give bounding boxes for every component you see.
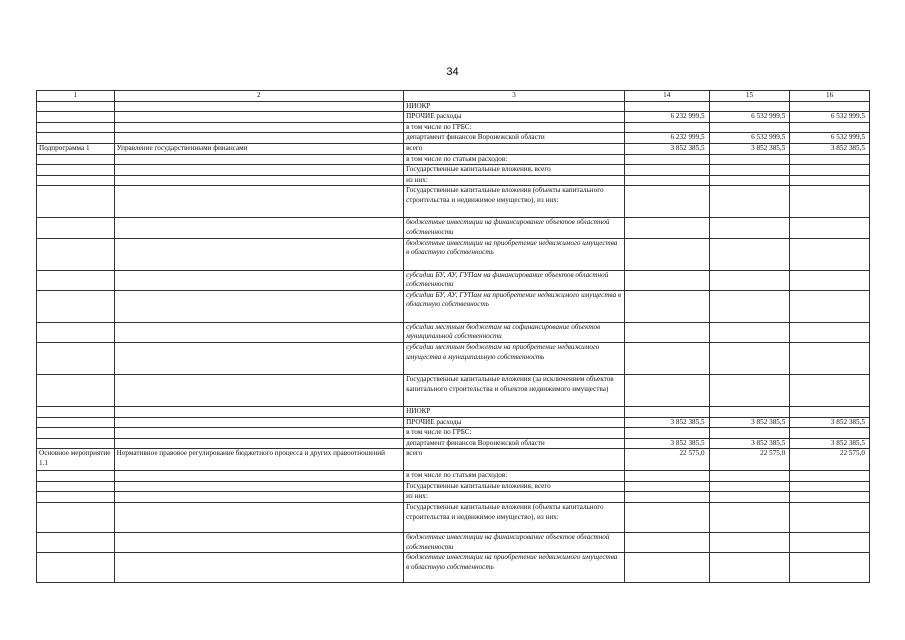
- expense-type-cell: НИОКР: [404, 101, 625, 112]
- table-row: [37, 492, 870, 503]
- value-col-15-cell: [709, 218, 790, 238]
- value-col-15-cell: [709, 503, 790, 533]
- expense-type-cell: ПРОЧИЕ расходы: [404, 417, 625, 428]
- value-col-15-cell: [709, 290, 790, 322]
- expense-type-cell: в том числе по ГРБС:: [404, 122, 625, 133]
- program-level-cell: [37, 481, 115, 492]
- program-level-cell: [37, 186, 115, 218]
- expense-type-cell: всего: [404, 143, 625, 154]
- expense-type-cell: НИОКР: [404, 406, 625, 417]
- value-col-15-cell: [709, 154, 790, 165]
- table-row: [37, 342, 870, 374]
- program-name-cell: [114, 133, 403, 144]
- expense-type-cell: департамент финансов Воронежской области: [404, 133, 625, 144]
- value-col-16-cell: [790, 165, 870, 176]
- table-row: [37, 322, 870, 342]
- value-col-16-cell: 3 852 385,5: [790, 143, 870, 154]
- program-name-cell: [114, 186, 403, 218]
- value-col-14-cell: [624, 481, 709, 492]
- value-col-15-cell: 3 852 385,5: [709, 143, 790, 154]
- program-name-cell: [114, 165, 403, 176]
- value-col-16-cell: [790, 342, 870, 374]
- value-col-16-cell: 6 532 999,5: [790, 112, 870, 123]
- value-col-15-cell: 3 852 385,5: [709, 438, 790, 449]
- value-col-15-cell: [709, 481, 790, 492]
- table-row: [37, 438, 870, 449]
- value-col-15-cell: [709, 238, 790, 270]
- value-col-16-cell: [790, 553, 870, 583]
- value-col-14-cell: [624, 175, 709, 186]
- value-col-16-cell: 22 575,0: [790, 449, 870, 471]
- program-level-cell: [37, 533, 115, 553]
- value-col-14-cell: [624, 122, 709, 133]
- program-name-cell: [114, 270, 403, 290]
- program-name-cell: [114, 492, 403, 503]
- value-col-15-cell: [709, 186, 790, 218]
- value-col-15-cell: [709, 165, 790, 176]
- value-col-16-cell: [790, 238, 870, 270]
- value-col-14-cell: [624, 186, 709, 218]
- value-col-16-cell: 3 852 385,5: [790, 438, 870, 449]
- program-level-cell: [37, 175, 115, 186]
- table-header-row: [37, 91, 870, 102]
- expense-type-cell: в том числе по ГРБС:: [404, 428, 625, 439]
- value-col-14-cell: [624, 503, 709, 533]
- program-level-cell: Подпрограмма 1: [37, 143, 115, 154]
- program-level-cell: [37, 342, 115, 374]
- program-name-cell: [114, 342, 403, 374]
- expense-type-cell: в том числе по статьям расходов:: [404, 471, 625, 482]
- header-cell-16: 16: [790, 91, 870, 102]
- expense-type-cell: Государственные капитальные вложения (объекты капитального строительства и недвижимое имущество), из них:: [404, 503, 625, 533]
- value-col-15-cell: [709, 533, 790, 553]
- value-col-15-cell: 22 575,0: [709, 449, 790, 471]
- table-row: [37, 503, 870, 533]
- value-col-14-cell: [624, 322, 709, 342]
- value-col-14-cell: [624, 290, 709, 322]
- value-col-14-cell: [624, 428, 709, 439]
- program-name-cell: [114, 154, 403, 165]
- program-level-cell: [37, 503, 115, 533]
- expense-type-cell: ПРОЧИЕ расходы: [404, 112, 625, 123]
- expense-type-cell: субсидии местным бюджетам на приобретение недвижимого имущества в муниципальную собственность: [404, 342, 625, 374]
- value-col-16-cell: [790, 186, 870, 218]
- table-row: [37, 290, 870, 322]
- value-col-15-cell: 6 532 999,5: [709, 133, 790, 144]
- page-number: 34: [446, 66, 459, 78]
- expense-type-cell: Государственные капитальные вложения, всего: [404, 165, 625, 176]
- value-col-14-cell: 3 852 385,5: [624, 143, 709, 154]
- table-row: [37, 154, 870, 165]
- value-col-14-cell: [624, 270, 709, 290]
- program-name-cell: [114, 481, 403, 492]
- table-row: [37, 406, 870, 417]
- value-col-15-cell: [709, 471, 790, 482]
- value-col-15-cell: [709, 322, 790, 342]
- value-col-16-cell: [790, 322, 870, 342]
- value-col-14-cell: [624, 374, 709, 406]
- value-col-14-cell: [624, 238, 709, 270]
- value-col-15-cell: [709, 270, 790, 290]
- value-col-16-cell: [790, 481, 870, 492]
- value-col-14-cell: 6 232 999,5: [624, 112, 709, 123]
- value-col-15-cell: [709, 428, 790, 439]
- table-row: [37, 218, 870, 238]
- value-col-16-cell: [790, 218, 870, 238]
- value-col-14-cell: [624, 492, 709, 503]
- program-level-cell: [37, 553, 115, 583]
- program-level-cell: [37, 133, 115, 144]
- value-col-14-cell: 3 852 385,5: [624, 417, 709, 428]
- value-col-16-cell: [790, 374, 870, 406]
- value-col-15-cell: [709, 374, 790, 406]
- program-level-cell: [37, 438, 115, 449]
- table-row: [37, 112, 870, 123]
- program-name-cell: [114, 428, 403, 439]
- value-col-16-cell: [790, 533, 870, 553]
- value-col-16-cell: [790, 471, 870, 482]
- value-col-15-cell: [709, 553, 790, 583]
- program-name-cell: [114, 112, 403, 123]
- program-level-cell: [37, 322, 115, 342]
- table-row: [37, 481, 870, 492]
- program-level-cell: [37, 112, 115, 123]
- table-row: [37, 165, 870, 176]
- program-level-cell: [37, 428, 115, 439]
- value-col-16-cell: [790, 270, 870, 290]
- expense-type-cell: бюджетные инвестиции на финансирование объектов областной собственности: [404, 533, 625, 553]
- value-col-14-cell: [624, 533, 709, 553]
- table-row: [37, 533, 870, 553]
- program-level-cell: [37, 154, 115, 165]
- program-name-cell: [114, 438, 403, 449]
- budget-table: [36, 90, 870, 583]
- program-name-cell: [114, 417, 403, 428]
- table-row: [37, 238, 870, 270]
- header-cell-14: 14: [624, 91, 709, 102]
- value-col-14-cell: 6 232 999,5: [624, 133, 709, 144]
- expense-type-cell: департамент финансов Воронежской области: [404, 438, 625, 449]
- program-level-cell: [37, 238, 115, 270]
- value-col-15-cell: 6 532 999,5: [709, 112, 790, 123]
- value-col-16-cell: [790, 154, 870, 165]
- value-col-15-cell: [709, 101, 790, 112]
- table-row: [37, 143, 870, 154]
- table-row: [37, 133, 870, 144]
- table-row: [37, 428, 870, 439]
- program-name-cell: [114, 503, 403, 533]
- value-col-14-cell: [624, 342, 709, 374]
- value-col-15-cell: [709, 342, 790, 374]
- program-level-cell: [37, 165, 115, 176]
- value-col-16-cell: [790, 492, 870, 503]
- expense-type-cell: всего: [404, 449, 625, 471]
- expense-type-cell: бюджетные инвестиции на приобретение недвижимого имущества в областную собственность: [404, 553, 625, 583]
- program-name-cell: [114, 175, 403, 186]
- value-col-16-cell: [790, 101, 870, 112]
- table-row: [37, 175, 870, 186]
- program-level-cell: Основное мероприятие 1.1: [37, 449, 115, 471]
- value-col-16-cell: [790, 290, 870, 322]
- value-col-16-cell: [790, 175, 870, 186]
- table-row: [37, 553, 870, 583]
- value-col-14-cell: [624, 218, 709, 238]
- expense-type-cell: в том числе по статьям расходов:: [404, 154, 625, 165]
- value-col-16-cell: [790, 428, 870, 439]
- table-row: [37, 122, 870, 133]
- program-level-cell: [37, 270, 115, 290]
- header-cell-3: 3: [404, 91, 625, 102]
- program-name-cell: [114, 374, 403, 406]
- program-name-cell: [114, 533, 403, 553]
- expense-type-cell: субсидии БУ, АУ, ГУПам на приобретение недвижимого имущества в областную собственность: [404, 290, 625, 322]
- expense-type-cell: бюджетные инвестиции на финансирование объектов областной собственности: [404, 218, 625, 238]
- expense-type-cell: субсидии местным бюджетам на софинансирование объектов муниципальной собственности: [404, 322, 625, 342]
- value-col-14-cell: 22 575,0: [624, 449, 709, 471]
- expense-type-cell: бюджетные инвестиции на приобретение недвижимого имущества в областную собственность: [404, 238, 625, 270]
- program-name-cell: [114, 322, 403, 342]
- program-name-cell: [114, 553, 403, 583]
- value-col-16-cell: [790, 503, 870, 533]
- program-name-cell: [114, 471, 403, 482]
- value-col-16-cell: [790, 122, 870, 133]
- value-col-16-cell: 3 852 385,5: [790, 417, 870, 428]
- expense-type-cell: Государственные капитальные вложения (за исключением объектов капитального строительства и объектов недвижимого имущества): [404, 374, 625, 406]
- value-col-15-cell: [709, 492, 790, 503]
- header-cell-15: 15: [709, 91, 790, 102]
- program-level-cell: [37, 290, 115, 322]
- program-name-cell: [114, 238, 403, 270]
- program-name-cell: Управление государственными финансами: [114, 143, 403, 154]
- program-name-cell: Нормативное правовое регулирование бюджетного процесса и других правоотношений: [114, 449, 403, 471]
- value-col-14-cell: [624, 553, 709, 583]
- expense-type-cell: из них:: [404, 175, 625, 186]
- value-col-15-cell: [709, 122, 790, 133]
- value-col-14-cell: [624, 165, 709, 176]
- program-level-cell: [37, 406, 115, 417]
- value-col-14-cell: [624, 406, 709, 417]
- budget-table-body: [37, 91, 870, 583]
- expense-type-cell: Государственные капитальные вложения (объекты капитального строительства и недвижимое имущество), из них:: [404, 186, 625, 218]
- table-row: [37, 471, 870, 482]
- value-col-15-cell: [709, 175, 790, 186]
- value-col-14-cell: 3 852 385,5: [624, 438, 709, 449]
- expense-type-cell: субсидии БУ, АУ, ГУПам на финансирование объектов областной собственности: [404, 270, 625, 290]
- program-name-cell: [114, 122, 403, 133]
- header-cell-1: 1: [37, 91, 115, 102]
- expense-type-cell: Государственные капитальные вложения, всего: [404, 481, 625, 492]
- header-cell-2: 2: [114, 91, 403, 102]
- program-name-cell: [114, 290, 403, 322]
- program-name-cell: [114, 101, 403, 112]
- program-level-cell: [37, 471, 115, 482]
- table-row: [37, 270, 870, 290]
- value-col-15-cell: 3 852 385,5: [709, 417, 790, 428]
- program-level-cell: [37, 101, 115, 112]
- table-row: [37, 186, 870, 218]
- value-col-15-cell: [709, 406, 790, 417]
- expense-type-cell: из них:: [404, 492, 625, 503]
- program-level-cell: [37, 492, 115, 503]
- value-col-16-cell: [790, 406, 870, 417]
- value-col-14-cell: [624, 101, 709, 112]
- table-row: [37, 449, 870, 471]
- value-col-16-cell: 6 532 999,5: [790, 133, 870, 144]
- program-name-cell: [114, 218, 403, 238]
- program-level-cell: [37, 374, 115, 406]
- program-name-cell: [114, 406, 403, 417]
- program-level-cell: [37, 417, 115, 428]
- table-row: [37, 417, 870, 428]
- table-row: [37, 101, 870, 112]
- value-col-14-cell: [624, 471, 709, 482]
- program-level-cell: [37, 122, 115, 133]
- value-col-14-cell: [624, 154, 709, 165]
- table-row: [37, 374, 870, 406]
- program-level-cell: [37, 218, 115, 238]
